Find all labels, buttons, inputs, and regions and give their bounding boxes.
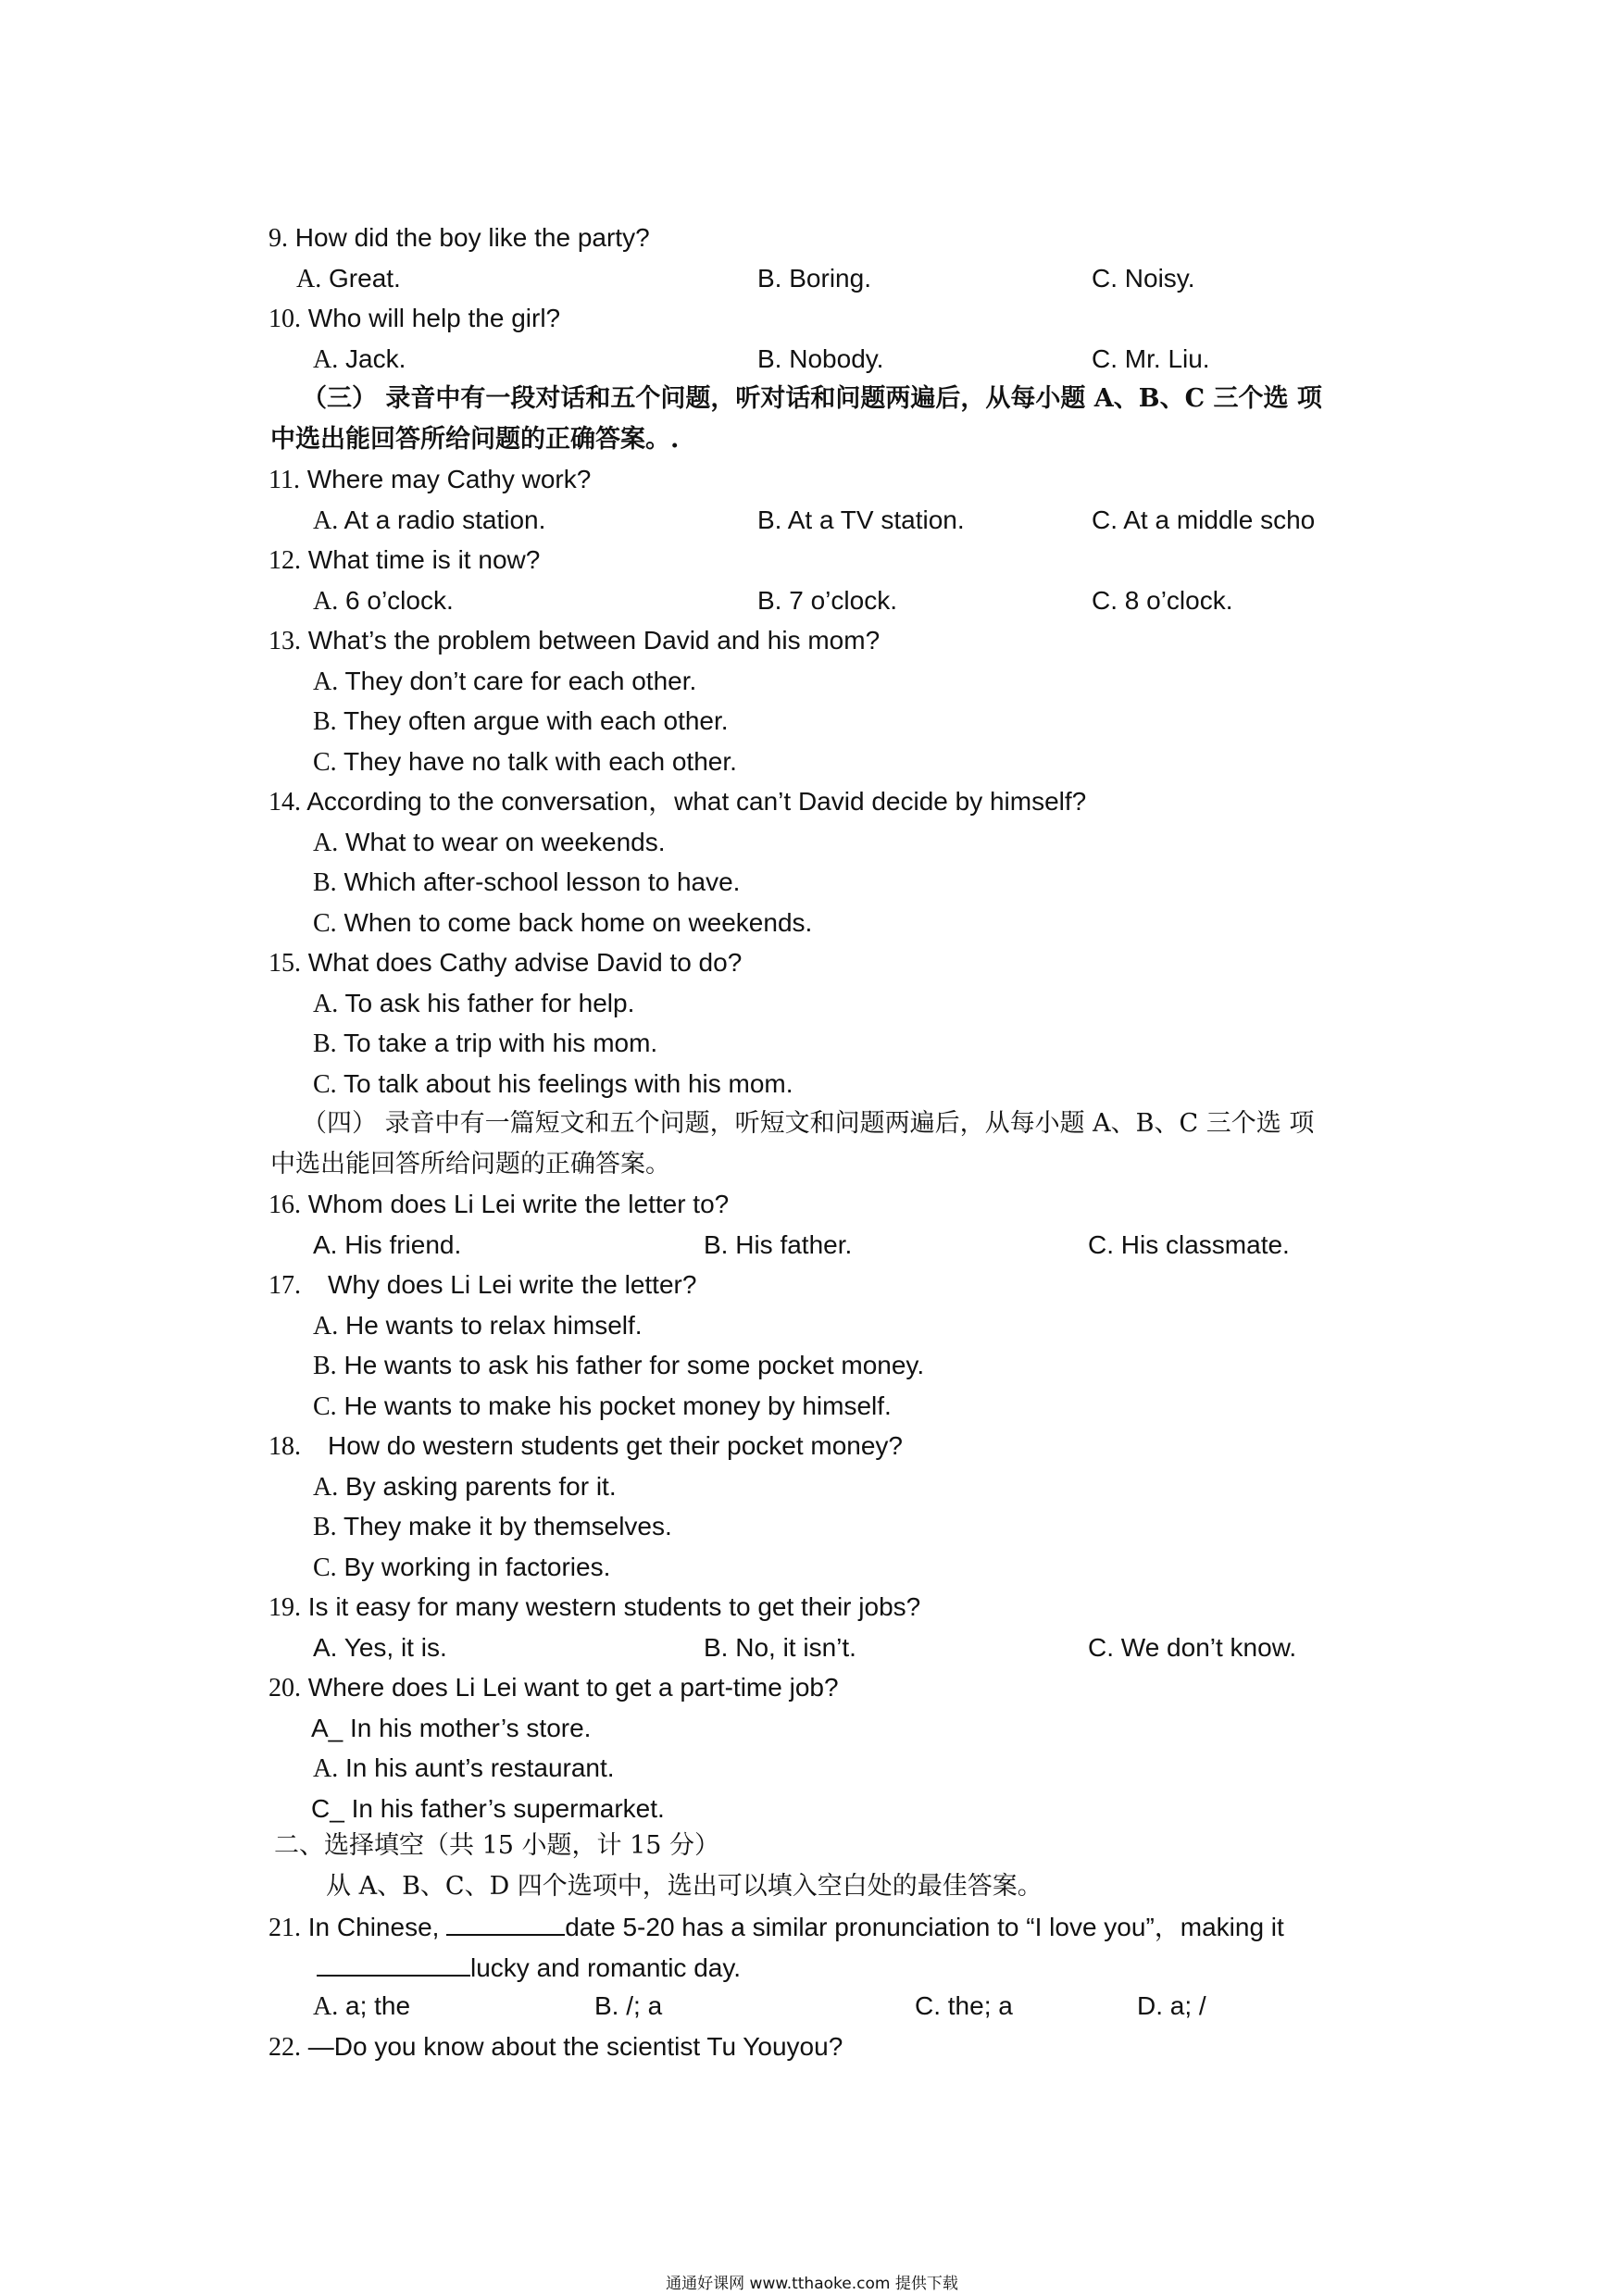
answer-blank [317, 1951, 470, 1977]
question-18: 18. How do western students get their pocket money? [269, 1431, 904, 1461]
option-b: B. At a TV station. [757, 505, 965, 534]
option-c: C. the; a [915, 1991, 1013, 2020]
option-b: B. Which after-school lesson to have. [313, 867, 741, 897]
question-22: 22. —Do you know about the scientist Tu Youyou? [269, 2032, 843, 2062]
option-c: C. They have no talk with each other. [313, 747, 737, 777]
question-13: 13. What’s the problem between David and his mom? [269, 626, 881, 655]
option-a: A. 6 o’clock. [313, 586, 454, 616]
option-b: B. Nobody. [757, 344, 884, 373]
question-15: 15. What does Cathy advise David to do? [269, 948, 743, 978]
option-c: C. We don’t know. [1088, 1633, 1297, 1662]
option-a: A. Great. [296, 264, 401, 293]
option-a: A_ In his mother’s store. [311, 1714, 592, 1742]
option-b: B. He wants to ask his father for some pocket money. [313, 1351, 925, 1380]
option-c: C. To talk about his feelings with his mom. [313, 1069, 793, 1099]
question-14: 14. According to the conversation，what can’t David decide by himself? [269, 787, 1087, 817]
option-a: A. His friend. [313, 1230, 462, 1259]
question-text: How did the boy like the party? [294, 223, 650, 252]
option-b: B. They often argue with each other. [313, 706, 729, 736]
option-a: A. What to wear on weekends. [313, 828, 666, 857]
question-21: 21. In Chinese, date 5-20 has a similar pronunciation to “I love you”，making it [269, 1910, 1284, 1944]
part-2-instruction: 从 A、B、C、D 四个选项中，选出可以填入空白处的最佳答案。 [326, 1872, 1043, 1901]
question-11: 11. Where may Cathy work? [269, 465, 592, 494]
question-17: 17. Why does Li Lei write the letter? [269, 1270, 697, 1300]
option-b: B. To take a trip with his mom. [313, 1029, 658, 1058]
option-c: C. By working in factories. [313, 1553, 611, 1582]
option-a: A. Yes, it is. [313, 1633, 447, 1662]
option-b: A. In his aunt’s restaurant. [313, 1753, 615, 1783]
answer-blank [446, 1910, 565, 1936]
option-c: C. When to come back home on weekends. [313, 908, 813, 938]
section-3-instruction-cont: 中选出能回答所给问题的正确答案。. [270, 425, 680, 454]
question-16: 16. Whom does Li Lei write the letter to? [269, 1190, 730, 1219]
question-9 [269, 222, 650, 255]
question-20: 20. Where does Li Lei want to get a part-time job? [269, 1673, 839, 1703]
option-c: C_ In his father’s supermarket. [311, 1794, 665, 1823]
option-a: A. He wants to relax himself. [313, 1311, 643, 1341]
question-10: 10. Who will help the girl? [269, 304, 561, 333]
option-c: C. Noisy. [1092, 264, 1195, 293]
option-c: C. At a middle scho [1092, 505, 1316, 534]
option-b: B. Boring. [757, 264, 871, 293]
option-b: B. /; a [594, 1991, 663, 2020]
option-a: A. To ask his father for help. [313, 989, 635, 1018]
question-12: 12. What time is it now? [269, 545, 541, 575]
option-b: B. No, it isn’t. [704, 1633, 856, 1662]
option-b: B. They make it by themselves. [313, 1512, 672, 1541]
question-19: 19. Is it easy for many western students to get their jobs? [269, 1592, 921, 1622]
option-a: A. By asking parents for it. [313, 1472, 617, 1502]
option-a: A. a; the [313, 1991, 411, 2021]
question-number: 9. [269, 224, 288, 253]
part-2-title: 二、选择填空（共 15 小题，计 15 分） [274, 1831, 720, 1860]
section-4-instruction-cont: 中选出能回答所给问题的正确答案。 [270, 1150, 670, 1179]
option-a: A. At a radio station. [313, 505, 546, 535]
section-4-instruction: （四） 录音中有一篇短文和五个问题，听短文和问题两遍后，从每小题 A、B、C 三个选 项 [302, 1109, 1315, 1138]
option-d: D. a; / [1137, 1991, 1206, 2020]
section-3-instruction: （三） 录音中有一段对话和五个问题，听对话和问题两遍后，从每小题 A、B、C 三个选 项 [302, 384, 1322, 413]
page-footer: 通通好课网 www.tthaoke.com 提供下载 [666, 2275, 958, 2293]
option-c: C. Mr. Liu. [1092, 344, 1210, 373]
option-c: C. His classmate. [1088, 1230, 1290, 1259]
option-b: B. 7 o’clock. [757, 586, 897, 615]
option-a: A. They don’t care for each other. [313, 667, 697, 696]
option-c: C. He wants to make his pocket money by himself. [313, 1391, 892, 1421]
option-b: B. His father. [704, 1230, 853, 1259]
question-21-cont: lucky and romantic day. [317, 1951, 741, 1984]
option-a: A. Jack. [313, 344, 406, 374]
option-c: C. 8 o’clock. [1092, 586, 1233, 615]
